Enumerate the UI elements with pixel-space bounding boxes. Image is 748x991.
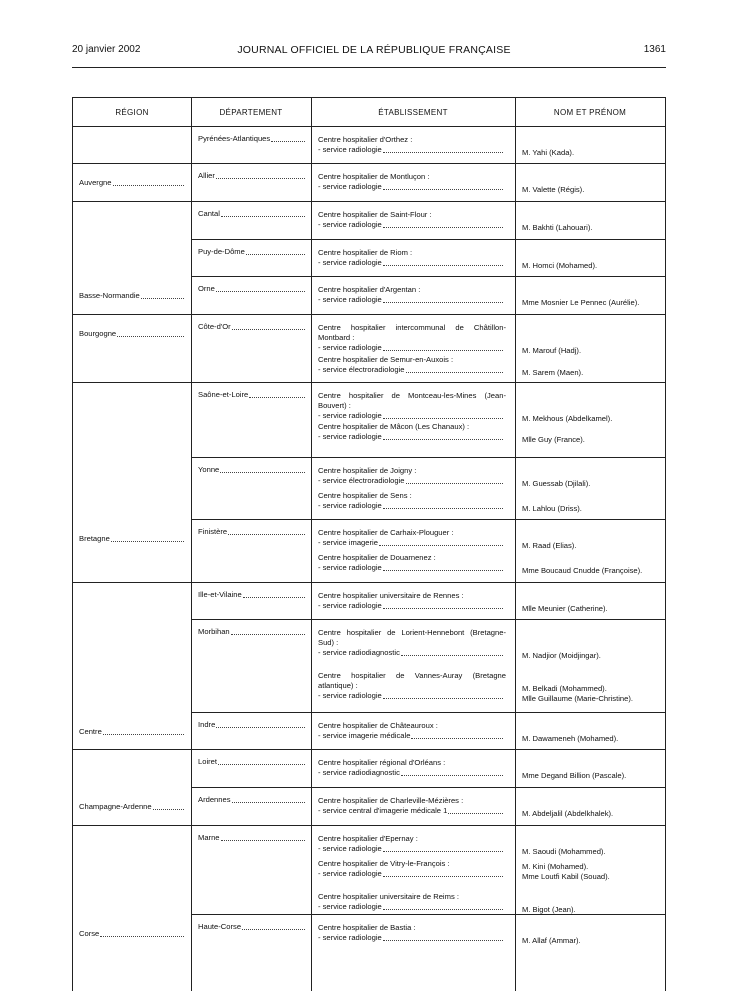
etablissement-title: Centre hospitalier universitaire de Rennes : (318, 591, 464, 600)
service-line (318, 806, 504, 816)
departement-cell (198, 833, 306, 843)
etablissement-title: Centre hospitalier de Mâcon (Les Chanaux) : (318, 422, 470, 431)
service-line-label: - service électroradiologie (318, 476, 405, 485)
region-cell-label: Corse (79, 929, 100, 938)
dot-leader (383, 418, 503, 419)
region-cell-label: Auvergne (79, 178, 112, 187)
nom-prenom-cell: M. Bakhti (Lahouari). (522, 223, 593, 232)
row-rule (73, 382, 665, 383)
service-line-label: - service radiologie (318, 182, 382, 191)
departement-cell-label: Ille-et-Vilaine (198, 590, 242, 599)
journal-title: JOURNAL OFFICIEL DE LA RÉPUBLIQUE FRANÇAISE (237, 44, 511, 56)
dot-leader (232, 329, 305, 330)
etablissement-title: Centre hospitalier de Montceau-les-Mines (Jean-Bouvert) : (318, 391, 506, 410)
service-line-label: - service radiologie (318, 501, 382, 510)
dot-leader (383, 909, 503, 910)
nom-prenom-cell: M. Raad (Elias). (522, 541, 577, 550)
service-line (318, 501, 504, 511)
service-line (318, 869, 504, 879)
region-cell (79, 727, 185, 737)
service-line (318, 648, 504, 658)
service-line (318, 365, 504, 375)
nom-prenom-cell: Mme Degand Billion (Pascale). (522, 771, 627, 780)
dot-leader (383, 508, 503, 509)
column-divider (191, 98, 192, 991)
departement-cell-label: Orne (198, 284, 215, 293)
service-line-label: - service imagerie (318, 538, 378, 547)
departement-cell-label: Loiret (198, 757, 217, 766)
service-line (318, 343, 504, 353)
service-line-label: - service radiologie (318, 432, 382, 441)
service-line (318, 731, 504, 741)
departement-cell-label: Cantal (198, 209, 220, 218)
departement-cell (198, 627, 306, 637)
etablissement-title: Centre hospitalier de Semur-en-Auxois : (318, 355, 454, 364)
departement-cell (198, 209, 306, 219)
service-line (318, 768, 504, 778)
region-cell-label: Bourgogne (79, 329, 117, 338)
region-cell (79, 178, 185, 188)
row-rule (73, 582, 665, 583)
etablissement-title: Centre hospitalier de Carhaix-Plouguer : (318, 528, 454, 537)
departement-cell-label: Allier (198, 171, 215, 180)
dot-leader (379, 545, 503, 546)
row-rule (73, 163, 665, 164)
nom-prenom-cell: Mlle Meunier (Catherine). (522, 604, 608, 613)
service-line (318, 182, 504, 192)
dot-leader (383, 350, 503, 351)
header-rule (72, 67, 666, 68)
departement-cell-label: Marne (198, 833, 220, 842)
region-cell (79, 802, 185, 812)
service-line-label: - service radiologie (318, 145, 382, 154)
etablissement-title: Centre hospitalier de Saint-Flour : (318, 210, 432, 219)
etablissement-title: Centre hospitalier de Joigny : (318, 466, 417, 475)
departement-cell-label: Morbihan (198, 627, 230, 636)
etablissement-title: Centre hospitalier de Montluçon : (318, 172, 430, 181)
dot-leader (221, 216, 305, 217)
appointments-table (72, 97, 666, 991)
row-rule (73, 314, 665, 315)
dot-leader (221, 840, 305, 841)
departement-cell-label: Finistère (198, 527, 228, 536)
column-divider (311, 98, 312, 991)
service-line (318, 432, 504, 442)
dot-leader (401, 655, 503, 656)
dot-leader (383, 439, 503, 440)
service-line (318, 258, 504, 268)
dot-leader (242, 929, 305, 930)
header-date: 20 janvier 2002 (72, 44, 141, 55)
dot-leader (401, 775, 503, 776)
row-rule (191, 914, 665, 915)
etablissement-title: Centre hospitalier de Châteauroux : (318, 721, 438, 730)
etablissement-title: Centre hospitalier de Riom : (318, 248, 413, 257)
service-line-label: - service radiologie (318, 844, 382, 853)
nom-prenom-cell: M. Belkadi (Mohammed). (522, 684, 607, 693)
etablissement-title: Centre hospitalier de Vitry-le-François : (318, 859, 450, 868)
departement-cell (198, 247, 306, 257)
departement-cell-label: Pyrénées-Atlantiques (198, 134, 271, 143)
nom-prenom-cell: Mlle Guillaume (Marie-Christine). (522, 694, 633, 703)
region-cell (79, 929, 185, 939)
nom-prenom-cell: M. Yahi (Kada). (522, 148, 575, 157)
departement-cell (198, 465, 306, 475)
departement-cell (198, 720, 306, 730)
row-rule (191, 519, 665, 520)
service-line-label: - service central d'imagerie médicale 1 (318, 806, 448, 815)
etablissement-title: Centre hospitalier de Sens : (318, 491, 412, 500)
etablissement-title: Centre hospitalier universitaire de Reims : (318, 892, 459, 901)
service-line (318, 295, 504, 305)
nom-prenom-cell: Mme Loutfi Kabil (Souad). (522, 872, 610, 881)
dot-leader (383, 876, 503, 877)
dot-leader (117, 336, 184, 337)
departement-cell (198, 757, 306, 767)
row-rule (191, 276, 665, 277)
nom-prenom-cell: M. Abdeljalil (Abdelkhalek). (522, 809, 614, 818)
service-line (318, 691, 504, 701)
service-line (318, 411, 504, 421)
column-header-departement: DÉPARTEMENT (219, 107, 283, 117)
dot-leader (383, 189, 503, 190)
region-cell-label: Champagne-Ardenne (79, 802, 152, 811)
departement-cell-label: Côte-d'Or (198, 322, 231, 331)
dot-leader (243, 597, 305, 598)
service-line (318, 844, 504, 854)
row-rule (191, 787, 665, 788)
departement-cell (198, 171, 306, 181)
dot-leader (232, 802, 305, 803)
column-divider (515, 98, 516, 991)
departement-cell (198, 527, 306, 537)
nom-prenom-cell: M. Valette (Régis). (522, 185, 585, 194)
nom-prenom-cell: M. Saoudi (Mohammed). (522, 847, 606, 856)
service-line (318, 563, 504, 573)
region-cell-label: Basse-Normandie (79, 291, 140, 300)
dot-leader (448, 813, 503, 814)
etablissement-title: Centre hospitalier de Bastia : (318, 923, 416, 932)
dot-leader (383, 608, 503, 609)
dot-leader (141, 298, 184, 299)
row-rule (191, 239, 665, 240)
service-line-label: - service radiodiagnostic (318, 648, 400, 657)
nom-prenom-cell: M. Kini (Mohamed). (522, 862, 589, 871)
dot-leader (111, 541, 184, 542)
nom-prenom-cell: Mme Boucaud Cnudde (Françoise). (522, 566, 643, 575)
nom-prenom-cell: M. Mekhous (Abdelkamel). (522, 414, 613, 423)
etablissement-title: Centre hospitalier régional d'Orléans : (318, 758, 446, 767)
dot-leader (113, 185, 184, 186)
region-cell (79, 329, 185, 339)
nom-prenom-cell: M. Bigot (Jean). (522, 905, 576, 914)
service-line (318, 902, 504, 912)
departement-cell-label: Yonne (198, 465, 220, 474)
service-line (318, 538, 504, 548)
departement-cell-label: Indre (198, 720, 216, 729)
dot-leader (249, 397, 305, 398)
departement-cell-label: Puy-de-Dôme (198, 247, 245, 256)
dot-leader (220, 472, 305, 473)
service-line-label: - service radiologie (318, 869, 382, 878)
region-cell-label: Bretagne (79, 534, 110, 543)
dot-leader (411, 738, 503, 739)
etablissement-title: Centre hospitalier d'Epernay : (318, 834, 418, 843)
service-line-label: - service radiologie (318, 220, 382, 229)
dot-leader (216, 291, 305, 292)
dot-leader (216, 727, 305, 728)
row-rule (191, 619, 665, 620)
service-line-label: - service radiologie (318, 601, 382, 610)
nom-prenom-cell: M. Homci (Mohamed). (522, 261, 598, 270)
dot-leader (383, 851, 503, 852)
nom-prenom-cell: M. Marouf (Hadj). (522, 346, 582, 355)
departement-cell-label: Haute-Corse (198, 922, 242, 931)
departement-cell (198, 134, 306, 144)
column-header-etablissement: ÉTABLISSEMENT (378, 107, 448, 117)
row-rule (73, 749, 665, 750)
region-cell (79, 291, 185, 301)
service-line-label: - service radiologie (318, 295, 382, 304)
nom-prenom-cell: M. Allaf (Ammar). (522, 936, 581, 945)
row-rule (73, 825, 665, 826)
service-line (318, 220, 504, 230)
dot-leader (406, 483, 503, 484)
dot-leader (271, 141, 305, 142)
column-header-nom-prenom: NOM ET PRÉNOM (553, 107, 627, 117)
service-line-label: - service radiologie (318, 933, 382, 942)
service-line-label: - service radiologie (318, 343, 382, 352)
service-line (318, 476, 504, 486)
nom-prenom-cell: M. Guessab (Djilali). (522, 479, 591, 488)
dot-leader (216, 178, 305, 179)
departement-cell-label: Saône-et-Loire (198, 390, 249, 399)
dot-leader (228, 534, 305, 535)
nom-prenom-cell: M. Sarem (Maen). (522, 368, 584, 377)
service-line-label: - service radiologie (318, 411, 382, 420)
row-rule (191, 457, 665, 458)
page-number: 1361 (643, 44, 666, 55)
departement-cell (198, 922, 306, 932)
dot-leader (383, 227, 503, 228)
departement-cell (198, 284, 306, 294)
dot-leader (383, 698, 503, 699)
dot-leader (246, 254, 305, 255)
dot-leader (406, 372, 503, 373)
nom-prenom-cell: M. Nadjior (Moidjingar). (522, 651, 601, 660)
row-rule (73, 201, 665, 202)
region-cell (79, 534, 185, 544)
dot-leader (100, 936, 184, 937)
etablissement-title: Centre hospitalier de Charleville-Mézières : (318, 796, 464, 805)
dot-leader (231, 634, 305, 635)
nom-prenom-cell: M. Dawameneh (Mohamed). (522, 734, 619, 743)
service-line (318, 145, 504, 155)
etablissement-title: Centre hospitalier d'Orthez : (318, 135, 413, 144)
dot-leader (383, 302, 503, 303)
departement-cell-label: Ardennes (198, 795, 231, 804)
dot-leader (383, 265, 503, 266)
service-line (318, 933, 504, 943)
etablissement-title: Centre hospitalier de Douarnenez : (318, 553, 436, 562)
etablissement-title: Centre hospitalier intercommunal de Châtillon-Montbard : (318, 323, 506, 342)
departement-cell (198, 390, 306, 400)
service-line-label: - service radiologie (318, 258, 382, 267)
dot-leader (218, 764, 305, 765)
etablissement-title: Centre hospitalier d'Argentan : (318, 285, 421, 294)
service-line (318, 601, 504, 611)
dot-leader (383, 152, 503, 153)
service-line-label: - service radiodiagnostic (318, 768, 400, 777)
nom-prenom-cell: M. Lahlou (Driss). (522, 504, 582, 513)
etablissement-title: Centre hospitalier de Vannes-Auray (Bretagne atlantique) : (318, 671, 506, 690)
header-row-rule (73, 126, 665, 127)
departement-cell (198, 795, 306, 805)
departement-cell (198, 590, 306, 600)
service-line-label: - service radiologie (318, 902, 382, 911)
nom-prenom-cell: Mlle Guy (France). (522, 435, 585, 444)
service-line-label: - service radiologie (318, 691, 382, 700)
service-line-label: - service imagerie médicale (318, 731, 411, 740)
service-line-label: - service électroradiologie (318, 365, 405, 374)
dot-leader (103, 734, 184, 735)
nom-prenom-cell: Mme Mosnier Le Pennec (Aurélie). (522, 298, 640, 307)
service-line-label: - service radiologie (318, 563, 382, 572)
region-cell-label: Centre (79, 727, 102, 736)
dot-leader (383, 570, 503, 571)
row-rule (191, 712, 665, 713)
dot-leader (153, 809, 184, 810)
etablissement-title: Centre hospitalier de Lorient-Hennebont (Bretagne-Sud) : (318, 628, 506, 647)
column-header-region: RÉGION (115, 107, 149, 117)
dot-leader (383, 940, 503, 941)
departement-cell (198, 322, 306, 332)
